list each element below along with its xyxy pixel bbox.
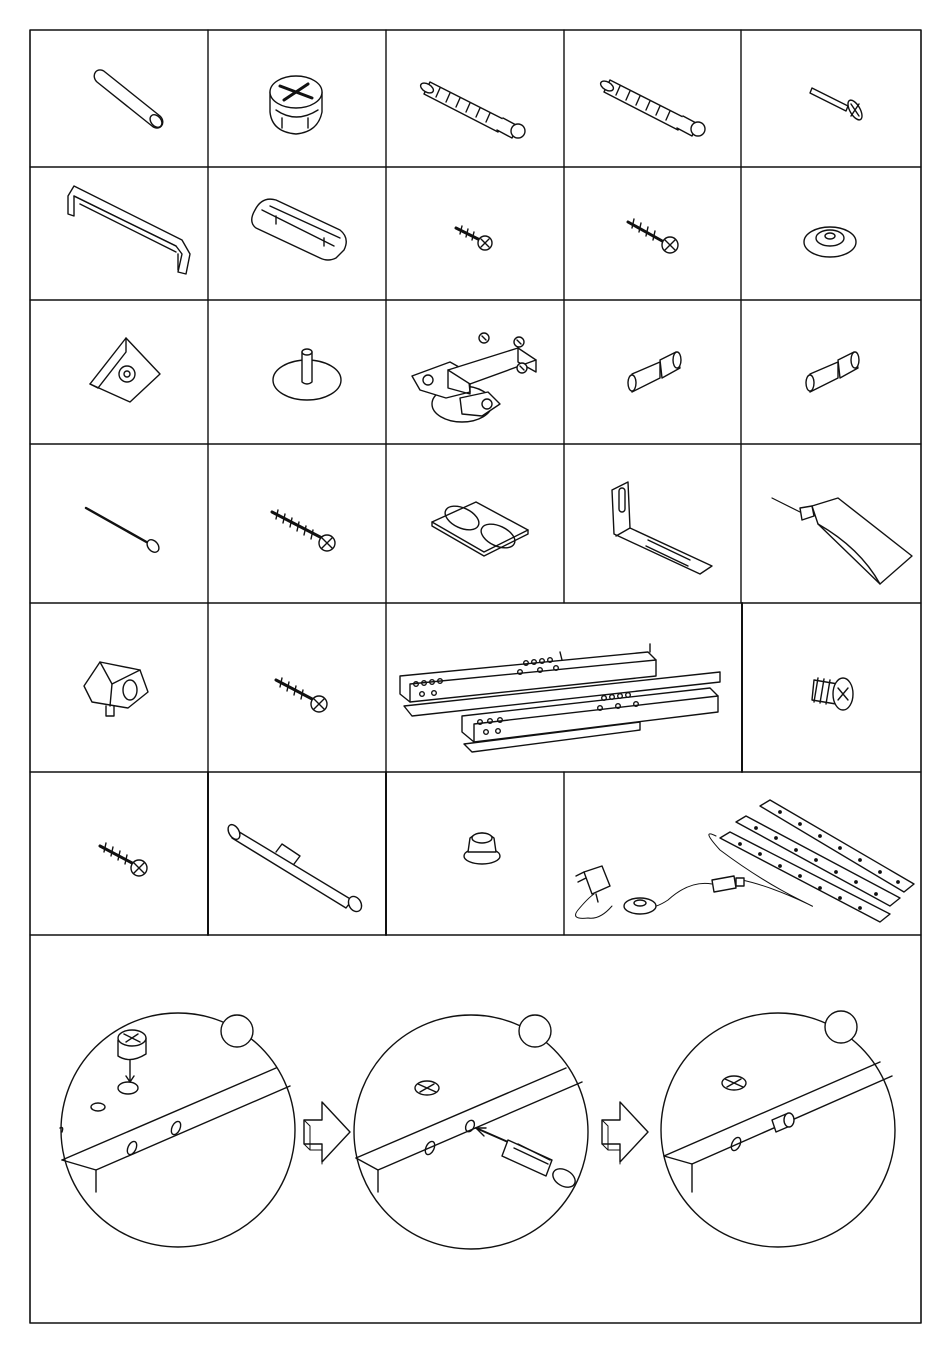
assembly-step-1: [60, 1013, 295, 1247]
euro-screw-icon: [812, 678, 853, 710]
wood-screw-icon: [276, 678, 327, 712]
screw-bolt-icon: [810, 88, 865, 122]
wooden-dowel-icon: [94, 70, 164, 130]
plastic-dowel-anchor-icon: [419, 81, 525, 138]
shelf-support-peg-icon: [628, 352, 681, 392]
led-strip-light-kit-icon: [576, 800, 914, 922]
cam-lock-icon: [270, 76, 322, 134]
flat-handle-icon: [252, 199, 347, 260]
concealed-hinge-icon: [412, 333, 536, 422]
glue-tube-icon: [772, 498, 912, 584]
l-bracket-icon: [612, 482, 712, 574]
chipboard-screw-icon: [100, 843, 147, 876]
cap-nut-icon: [464, 833, 500, 864]
assembly-steps: [60, 1011, 895, 1249]
step-number-circle: [825, 1011, 857, 1043]
step-number-circle: [221, 1015, 253, 1047]
wood-screw-small-icon: [456, 226, 492, 250]
next-arrow-icon: [304, 1102, 350, 1162]
corner-bracket-block-icon: [90, 338, 160, 402]
assembly-step-3: [661, 1011, 895, 1247]
shelf-support-peg-icon: [806, 352, 859, 392]
cap-washer-icon: [804, 227, 856, 257]
connector-block-icon: [84, 662, 148, 716]
shelf-pin-with-base-icon: [273, 349, 341, 400]
step-number-circle: [519, 1015, 551, 1047]
drawer-slide-rails-icon: [400, 644, 720, 752]
plastic-dowel-anchor-icon: [599, 79, 705, 136]
assembly-step-2: [354, 1015, 588, 1249]
connecting-bolt-icon: [226, 823, 365, 914]
wood-screw-medium-icon: [628, 219, 678, 253]
long-wood-screw-icon: [272, 510, 335, 551]
felt-pads-icon: [432, 501, 528, 556]
furniture-handle-icon: [68, 186, 190, 274]
next-arrow-icon: [602, 1102, 648, 1162]
nail-icon: [86, 508, 161, 555]
